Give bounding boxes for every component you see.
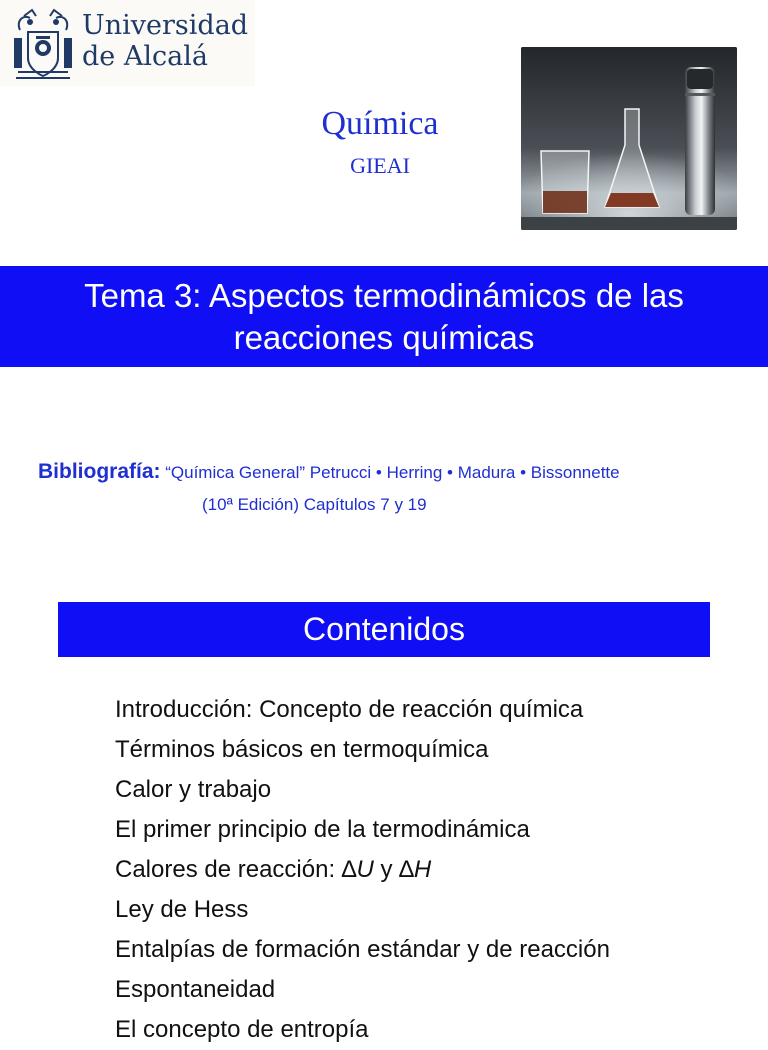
- contents-list: [115, 690, 610, 1050]
- var-u: U: [356, 856, 374, 883]
- contents-item: El concepto de entropía: [115, 1016, 369, 1043]
- contents-item: Términos básicos en termoquímica: [115, 736, 489, 763]
- delta-symbol: ∆: [341, 856, 357, 883]
- university-name-line2: de Alcalá: [82, 41, 208, 72]
- bibliography-label: Bibliografía:: [38, 460, 161, 483]
- tema-title-line1: Tema 3: Aspectos termodinámicos de las: [84, 276, 684, 314]
- contents-item: Calor y trabajo: [115, 776, 272, 803]
- contents-item: Ley de Hess: [115, 896, 249, 923]
- contents-item: Espontaneidad: [115, 976, 276, 1003]
- bibliography-line1: [38, 460, 620, 484]
- university-crest-icon: [10, 8, 76, 80]
- tema-title-line2: reacciones químicas: [233, 318, 535, 356]
- university-logo: [0, 0, 255, 86]
- tema-title-band: [0, 266, 768, 367]
- bibliography-line2: (10ª Edición) Capítulos 7 y 19: [202, 495, 427, 514]
- course-subtitle: GIEAI: [350, 153, 410, 178]
- course-title: Química: [321, 105, 439, 142]
- contents-item: El primer principio de la termodinámica: [115, 816, 530, 843]
- calores-prefix: Calores de reacción:: [115, 856, 342, 883]
- var-h: H: [413, 856, 432, 883]
- contents-item-calores: [115, 850, 610, 890]
- calores-conj: y: [373, 856, 400, 883]
- contents-heading: Contenidos: [58, 602, 710, 657]
- university-name-line1: Universidad: [82, 10, 249, 41]
- lab-glassware-photo: [521, 47, 737, 230]
- delta-symbol: ∆: [399, 856, 414, 883]
- contents-item: Introducción: Concepto de reacción química: [115, 696, 584, 723]
- bibliography-reference: “Química General” Petrucci • Herring • Madura • Bissonnette: [165, 463, 620, 482]
- contents-item: Entalpías de formación estándar y de reacción: [115, 936, 610, 963]
